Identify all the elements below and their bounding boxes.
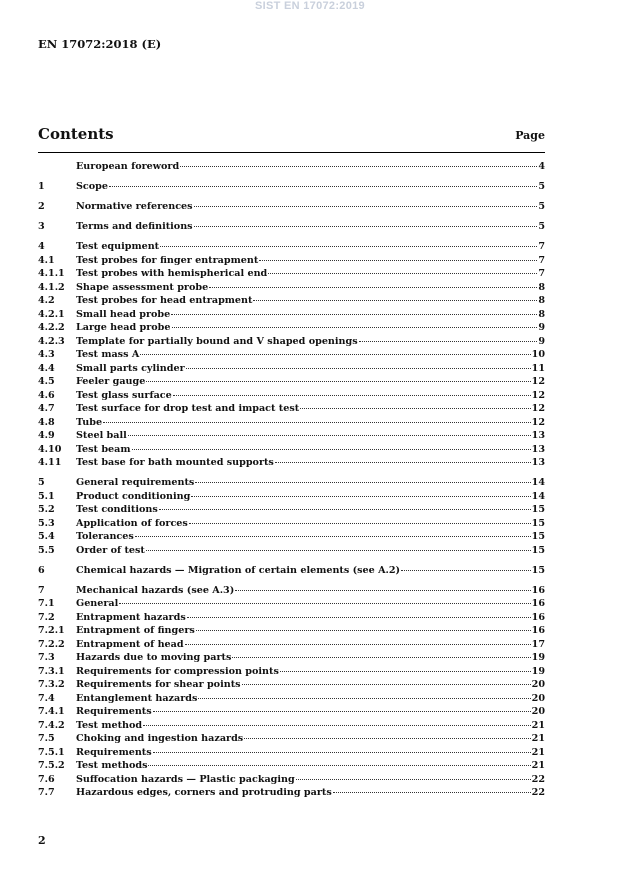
- toc-entry[interactable]: [38, 564, 545, 578]
- toc-dot-leader: [173, 395, 531, 396]
- toc-entry-page: 20: [531, 679, 545, 690]
- contents-heading: Contents: [38, 125, 114, 143]
- toc-dot-leader: [185, 644, 531, 645]
- toc-entry-title: Order of test: [76, 544, 145, 556]
- toc-entry[interactable]: [38, 665, 545, 679]
- toc-entry-number: 4.1.2: [38, 281, 65, 293]
- toc-entry-title: Requirements: [76, 746, 152, 758]
- toc-dot-leader: [153, 711, 531, 712]
- toc-entry-page: 16: [531, 584, 545, 596]
- toc-entry-page: 8: [538, 295, 545, 306]
- toc-entry-title: Scope: [76, 181, 108, 192]
- toc-entry[interactable]: [38, 584, 545, 598]
- toc-entry-page: 11: [531, 362, 545, 374]
- toc-entry-page: 9: [538, 335, 545, 347]
- toc-entry-number: 7.5.1: [38, 746, 65, 758]
- toc-entry[interactable]: [38, 651, 545, 665]
- toc-entry-title: Requirements: [76, 706, 152, 717]
- toc-entry-page: 5: [538, 201, 545, 212]
- toc-entry-title: Chemical hazards — Migration of certain elements (see A.2): [76, 564, 401, 576]
- toc-entry-number: 5.4: [38, 531, 55, 542]
- toc-entry[interactable]: [38, 503, 545, 517]
- toc-entry[interactable]: [38, 490, 545, 504]
- toc-entry-title: Requirements for shear points: [76, 679, 241, 690]
- toc-entry[interactable]: [38, 773, 545, 787]
- toc-entry[interactable]: [38, 429, 545, 443]
- toc-dot-leader: [187, 617, 531, 618]
- toc-entry-page: 15: [531, 517, 545, 529]
- toc-entry-page: 19: [531, 652, 545, 663]
- toc-entry[interactable]: [38, 308, 545, 322]
- toc-entry-page: 4: [538, 161, 545, 172]
- toc-entry-page: 20: [531, 706, 545, 717]
- toc-entry[interactable]: [38, 348, 545, 362]
- toc-entry-title: Test probes for head entrapment: [76, 295, 253, 306]
- toc-entry-title: Test base for bath mounted supports: [76, 457, 274, 468]
- toc-entry-number: 7: [38, 584, 45, 596]
- toc-dot-leader: [359, 341, 538, 342]
- toc-dot-leader: [196, 630, 531, 631]
- page-number: 2: [38, 834, 46, 847]
- toc-entry-title: Tolerances: [76, 531, 134, 542]
- toc-entry-page: 15: [531, 564, 545, 576]
- toc-entry[interactable]: [38, 180, 545, 194]
- toc-entry-title: Template for partially bound and V shaped openings: [76, 335, 358, 347]
- toc-dot-leader: [128, 435, 531, 436]
- toc-dot-leader: [153, 752, 531, 753]
- toc-entry-title: Hazardous edges, corners and protruding parts: [76, 787, 332, 798]
- toc-entry-title: Suffocation hazards — Plastic packaging: [76, 773, 295, 785]
- toc-dot-leader: [209, 287, 537, 288]
- toc-entry-title: Normative references: [76, 201, 193, 212]
- toc-entry[interactable]: [38, 719, 545, 733]
- toc-entry[interactable]: [38, 597, 545, 611]
- toc-entry[interactable]: [38, 416, 545, 430]
- toc-entry-title: Test mass A: [76, 349, 140, 360]
- table-of-contents: [38, 160, 545, 800]
- toc-entry-number: 4.4: [38, 362, 55, 374]
- toc-entry-page: 9: [538, 322, 545, 333]
- toc-dot-leader: [171, 314, 537, 315]
- toc-entry-page: 16: [531, 598, 545, 609]
- toc-entry-title: General: [76, 598, 119, 609]
- toc-entry-number: 4.2.2: [38, 322, 65, 333]
- toc-dot-leader: [143, 725, 531, 726]
- toc-dot-leader: [146, 381, 530, 382]
- toc-entry-title: Steel ball: [76, 430, 127, 441]
- toc-entry-title: Hazards due to moving parts: [76, 652, 232, 663]
- toc-dot-leader: [148, 765, 530, 766]
- toc-entry-title: Terms and definitions: [76, 221, 193, 232]
- toc-entry-number: 5.2: [38, 504, 55, 515]
- toc-entry-number: 5.5: [38, 544, 55, 556]
- toc-entry-number: 6: [38, 564, 45, 576]
- toc-dot-leader: [194, 226, 538, 227]
- toc-entry-title: Requirements for compression points: [76, 665, 279, 677]
- toc-entry-title: Test methods: [76, 760, 148, 771]
- toc-dot-leader: [259, 260, 537, 261]
- toc-dot-leader: [194, 206, 538, 207]
- toc-entry-number: 5: [38, 477, 45, 488]
- toc-dot-leader: [244, 738, 530, 739]
- toc-entry-page: 10: [531, 349, 545, 360]
- toc-entry-page: 5: [538, 221, 545, 232]
- watermark: SIST EN 17072:2019: [255, 0, 365, 12]
- toc-entry-page: 13: [531, 430, 545, 441]
- toc-entry-title: Test surface for drop test and impact test: [76, 403, 300, 414]
- toc-entry[interactable]: [38, 335, 545, 349]
- toc-entry-page: 21: [531, 746, 545, 758]
- toc-entry[interactable]: [38, 544, 545, 558]
- toc-dot-leader: [135, 536, 531, 537]
- toc-entry-number: 2: [38, 201, 45, 212]
- toc-entry-page: 12: [531, 389, 545, 401]
- toc-entry-title: Feeler gauge: [76, 376, 146, 387]
- toc-entry-title: Small parts cylinder: [76, 362, 185, 374]
- toc-dot-leader: [140, 354, 530, 355]
- toc-dot-leader: [180, 166, 537, 167]
- toc-entry-number: 7.4.1: [38, 706, 65, 717]
- toc-dot-leader: [296, 779, 531, 780]
- toc-entry-page: 14: [531, 477, 545, 488]
- toc-entry[interactable]: [38, 321, 545, 335]
- toc-dot-leader: [333, 792, 531, 793]
- toc-entry-title: Test method: [76, 719, 143, 731]
- toc-entry-number: 4.8: [38, 416, 55, 428]
- toc-entry-title: Test equipment: [76, 241, 160, 252]
- toc-entry-page: 12: [531, 416, 545, 428]
- document-id: EN 17072:2018 (E): [38, 37, 162, 51]
- toc-dot-leader: [235, 590, 530, 591]
- toc-entry-number: 3: [38, 221, 45, 232]
- toc-entry-title: Entrapment hazards: [76, 611, 186, 623]
- toc-dot-leader: [268, 273, 537, 274]
- toc-entry[interactable]: [38, 160, 545, 174]
- toc-entry-title: General requirements: [76, 477, 195, 488]
- toc-entry-page: 8: [538, 281, 545, 293]
- toc-entry-number: 7.5: [38, 733, 55, 744]
- toc-dot-leader: [198, 698, 530, 699]
- toc-entry[interactable]: [38, 220, 545, 234]
- toc-entry[interactable]: [38, 759, 545, 773]
- toc-entry-number: 7.2.2: [38, 638, 65, 650]
- toc-entry[interactable]: [38, 254, 545, 268]
- toc-entry-number: 4.10: [38, 443, 62, 455]
- toc-entry-title: Test beam: [76, 443, 131, 455]
- toc-dot-leader: [300, 408, 530, 409]
- toc-entry[interactable]: [38, 240, 545, 254]
- toc-entry[interactable]: [38, 624, 545, 638]
- toc-dot-leader: [132, 449, 531, 450]
- toc-entry-title: Large head probe: [76, 322, 171, 333]
- toc-entry-page: 16: [531, 625, 545, 636]
- toc-entry-number: 7.2: [38, 611, 55, 623]
- toc-dot-leader: [401, 570, 531, 571]
- toc-entry-title: Product conditioning: [76, 490, 191, 502]
- toc-entry-page: 7: [538, 241, 545, 252]
- toc-dot-leader: [159, 509, 531, 510]
- toc-dot-leader: [146, 550, 531, 551]
- toc-entry[interactable]: [38, 517, 545, 531]
- toc-entry-page: 19: [531, 665, 545, 677]
- toc-entry[interactable]: [38, 476, 545, 490]
- toc-entry-number: 1: [38, 181, 45, 192]
- toc-entry[interactable]: [38, 375, 545, 389]
- toc-entry-page: 14: [531, 490, 545, 502]
- page-column-header: Page: [515, 129, 545, 142]
- toc-entry[interactable]: [38, 281, 545, 295]
- toc-entry-number: 7.4: [38, 692, 55, 704]
- toc-entry-title: Mechanical hazards (see A.3): [76, 584, 235, 596]
- toc-entry-number: 7.4.2: [38, 719, 65, 731]
- toc-entry[interactable]: [38, 530, 545, 544]
- toc-entry[interactable]: [38, 200, 545, 214]
- toc-dot-leader: [242, 684, 531, 685]
- toc-dot-leader: [103, 422, 531, 423]
- toc-entry-title: European foreword: [76, 161, 180, 172]
- toc-entry[interactable]: [38, 443, 545, 457]
- toc-entry-page: 22: [531, 773, 545, 785]
- toc-dot-leader: [189, 523, 531, 524]
- toc-entry-number: 7.3.2: [38, 679, 65, 690]
- toc-entry[interactable]: [38, 362, 545, 376]
- toc-entry-number: 4.5: [38, 376, 55, 387]
- toc-entry-title: Tube: [76, 416, 103, 428]
- toc-entry-number: 7.5.2: [38, 760, 65, 771]
- toc-entry-number: 7.3: [38, 652, 55, 663]
- toc-dot-leader: [160, 246, 537, 247]
- toc-entry-number: 5.3: [38, 517, 55, 529]
- toc-dot-leader: [186, 368, 531, 369]
- toc-entry-number: 4.11: [38, 457, 62, 468]
- toc-entry-title: Test probes for finger entrapment: [76, 254, 259, 266]
- toc-entry-title: Test conditions: [76, 504, 158, 515]
- toc-entry-number: 7.3.1: [38, 665, 65, 677]
- toc-entry-page: 21: [531, 760, 545, 771]
- toc-entry-page: 16: [531, 611, 545, 623]
- toc-entry-page: 15: [531, 544, 545, 556]
- toc-entry-number: 7.2.1: [38, 625, 65, 636]
- toc-entry[interactable]: [38, 638, 545, 652]
- toc-dot-leader: [232, 657, 530, 658]
- toc-entry[interactable]: [38, 389, 545, 403]
- toc-entry-page: 7: [538, 268, 545, 279]
- toc-entry-number: 4.6: [38, 389, 55, 401]
- toc-dot-leader: [119, 603, 530, 604]
- toc-entry-page: 20: [531, 692, 545, 704]
- toc-entry-number: 4.9: [38, 430, 55, 441]
- toc-entry-page: 21: [531, 733, 545, 744]
- toc-dot-leader: [275, 462, 531, 463]
- toc-entry-page: 13: [531, 457, 545, 468]
- toc-entry-page: 22: [531, 787, 545, 798]
- toc-entry-page: 13: [531, 443, 545, 455]
- toc-entry-number: 4.1: [38, 254, 55, 266]
- toc-entry-number: 7.1: [38, 598, 55, 609]
- toc-entry-number: 7.7: [38, 787, 55, 798]
- toc-entry[interactable]: [38, 456, 545, 470]
- toc-entry-title: Shape assessment probe: [76, 281, 209, 293]
- toc-dot-leader: [253, 300, 537, 301]
- toc-entry-number: 5.1: [38, 490, 55, 502]
- toc-entry-page: 17: [531, 638, 545, 650]
- toc-entry[interactable]: [38, 267, 545, 281]
- toc-entry[interactable]: [38, 786, 545, 800]
- toc-entry-title: Test glass surface: [76, 389, 172, 401]
- toc-entry-number: 7.6: [38, 773, 55, 785]
- heading-rule: [38, 152, 545, 153]
- toc-entry[interactable]: [38, 705, 545, 719]
- toc-entry-number: 4.1.1: [38, 268, 65, 279]
- toc-entry-page: 12: [531, 376, 545, 387]
- toc-entry[interactable]: [38, 732, 545, 746]
- toc-entry[interactable]: [38, 402, 545, 416]
- toc-entry-number: 4.2.1: [38, 308, 65, 320]
- toc-entry-title: Test probes with hemispherical end: [76, 268, 268, 279]
- toc-dot-leader: [109, 186, 537, 187]
- toc-entry-title: Choking and ingestion hazards: [76, 733, 244, 744]
- toc-entry-title: Application of forces: [76, 517, 188, 529]
- toc-entry-title: Entanglement hazards: [76, 692, 198, 704]
- toc-entry-page: 5: [538, 181, 545, 192]
- toc-dot-leader: [280, 671, 531, 672]
- toc-dot-leader: [195, 482, 530, 483]
- toc-entry-number: 4.7: [38, 403, 55, 414]
- toc-entry-title: Entrapment of fingers: [76, 625, 195, 636]
- toc-entry-page: 7: [538, 254, 545, 266]
- toc-entry[interactable]: [38, 692, 545, 706]
- toc-dot-leader: [191, 496, 530, 497]
- toc-entry[interactable]: [38, 611, 545, 625]
- toc-entry-title: Small head probe: [76, 308, 171, 320]
- toc-entry[interactable]: [38, 678, 545, 692]
- toc-entry-title: Entrapment of head: [76, 638, 184, 650]
- toc-entry-number: 4.2: [38, 295, 55, 306]
- toc-entry-page: 15: [531, 504, 545, 515]
- toc-entry-page: 21: [531, 719, 545, 731]
- toc-entry-number: 4: [38, 241, 45, 252]
- toc-dot-leader: [172, 327, 538, 328]
- toc-entry-number: 4.2.3: [38, 335, 65, 347]
- toc-entry[interactable]: [38, 294, 545, 308]
- toc-entry-page: 12: [531, 403, 545, 414]
- toc-entry-page: 8: [538, 308, 545, 320]
- toc-entry-page: 15: [531, 531, 545, 542]
- toc-entry[interactable]: [38, 746, 545, 760]
- toc-entry-number: 4.3: [38, 349, 55, 360]
